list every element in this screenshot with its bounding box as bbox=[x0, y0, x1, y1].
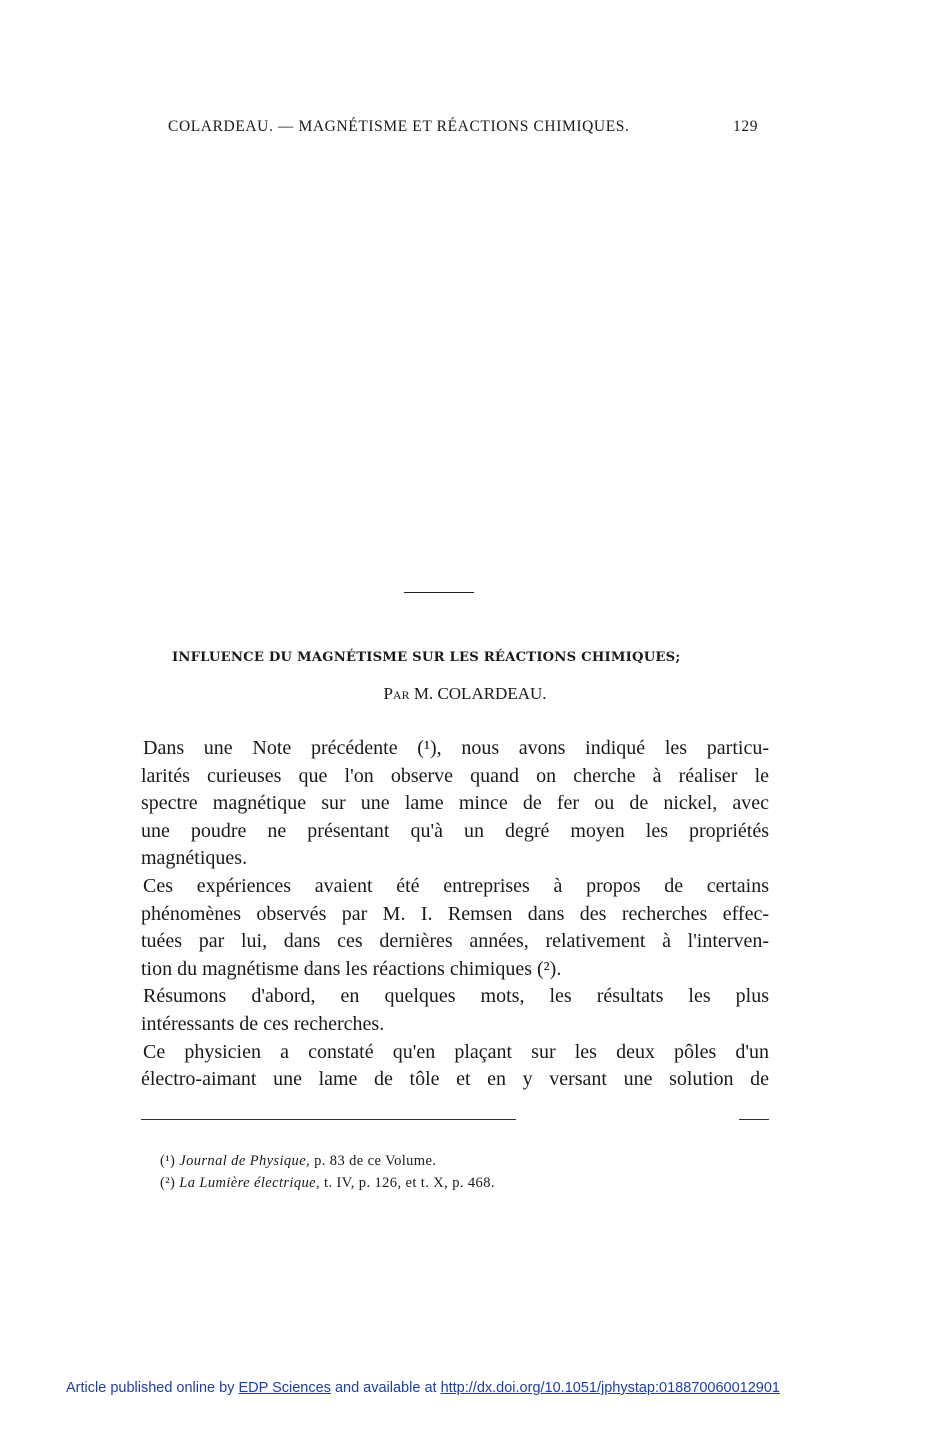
footnote-1-title: Journal de Physique, bbox=[179, 1153, 311, 1169]
running-head-title: COLARDEAU. — MAGNÉTISME ET RÉACTIONS CHIMIQUES. bbox=[168, 118, 630, 135]
author-line bbox=[300, 684, 630, 704]
article-title: INFLUENCE DU MAGNÉTISME SUR LES RÉACTIONS CHIMIQUES; bbox=[172, 650, 681, 665]
footnote-1-rest: p. 83 de ce Volume. bbox=[314, 1153, 437, 1169]
footnote-1-marker: (¹) bbox=[160, 1153, 176, 1169]
publisher-link[interactable]: EDP Sciences bbox=[238, 1380, 331, 1396]
body-line: tion du magnétisme dans les réactions chimiques (²). bbox=[141, 957, 562, 980]
author-name: M. COLARDEAU. bbox=[413, 684, 547, 703]
body-text bbox=[141, 735, 769, 1094]
body-line: phénomènes observés par M. I. Remsen dans des recherches effec- bbox=[141, 902, 769, 925]
footnote-2-title: La Lumière électrique, bbox=[179, 1175, 321, 1191]
footnote-2-marker: (²) bbox=[160, 1175, 176, 1191]
body-line: magnétiques. bbox=[141, 847, 248, 870]
doi-link[interactable]: http://dx.doi.org/10.1051/jphystap:018870060012901 bbox=[440, 1380, 780, 1396]
footnote-2 bbox=[160, 1172, 760, 1194]
publisher-middle: and available at bbox=[334, 1380, 437, 1396]
body-line: tuées par lui, dans ces dernières années, relativement à l'interven- bbox=[141, 930, 769, 953]
body-line: spectre magnétique sur une lame mince de fer ou de nickel, avec bbox=[141, 792, 769, 815]
footnotes bbox=[160, 1150, 760, 1194]
body-line: intéressants de ces recherches. bbox=[141, 1012, 385, 1035]
page-number: 129 bbox=[733, 118, 759, 135]
footnote-1 bbox=[160, 1150, 760, 1172]
footnote-rule bbox=[141, 1119, 769, 1121]
publisher-line bbox=[66, 1380, 866, 1396]
body-line: une poudre ne présentant qu'à un degré moyen les propriétés bbox=[141, 819, 769, 842]
body-line: électro-aimant une lame de tôle et en y versant une solution de bbox=[141, 1068, 769, 1091]
body-line: Ce physicien a constaté qu'en plaçant sur les deux pôles d'un bbox=[143, 1040, 769, 1063]
running-head bbox=[168, 118, 768, 140]
section-divider bbox=[404, 592, 474, 593]
author-prefix: Par bbox=[383, 684, 410, 703]
body-line: Dans une Note précédente (¹), nous avons indiqué les particu- bbox=[143, 737, 769, 759]
body-line: Ces expériences avaient été entreprises à propos de certains bbox=[143, 874, 769, 897]
footnote-2-rest: t. IV, p. 126, et t. X, p. 468. bbox=[324, 1175, 495, 1191]
body-line: larités curieuses que l'on observe quand on cherche à réaliser le bbox=[141, 764, 769, 787]
body-line: Résumons d'abord, en quelques mots, les résultats les plus bbox=[143, 985, 769, 1008]
publisher-prefix: Article published online by bbox=[66, 1380, 235, 1396]
